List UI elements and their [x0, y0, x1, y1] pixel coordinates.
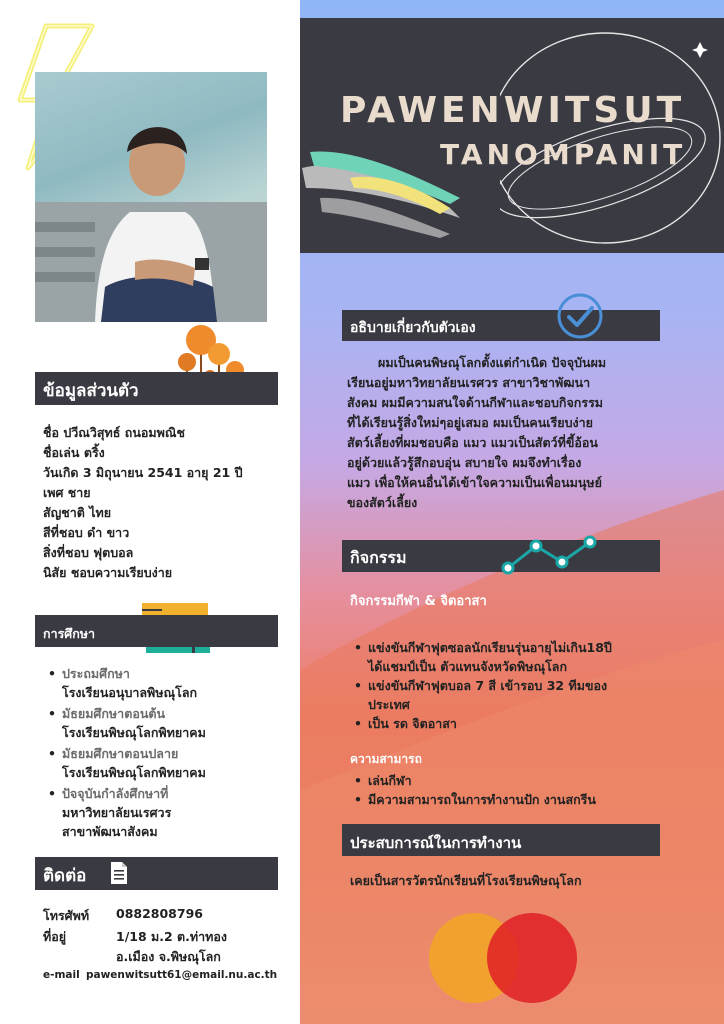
address-label: ที่อยู่ [43, 929, 67, 944]
email-value[interactable]: pawenwitsutt61@email.nu.ac.th [86, 969, 278, 981]
skills-heading: ความสามารถ [350, 752, 422, 766]
left-column [0, 0, 300, 1024]
education-level: • มัธยมศึกษาตอนปลาย [62, 746, 179, 761]
list-item [44, 664, 284, 702]
line-chart-icon [500, 534, 600, 578]
personal-line: สิ่งที่ชอบ ฟุตบอล [43, 545, 134, 560]
list-item [44, 784, 284, 841]
activity-line: • เป็น รด จิตอาสา [368, 716, 457, 731]
list-item [44, 744, 284, 782]
personal-line: นิสัย ชอบความเรียบง่าย [43, 565, 173, 580]
list-item [350, 714, 670, 733]
list-item [350, 676, 670, 714]
address-line: 1/18 ม.2 ต.ท่าทอง [116, 929, 228, 944]
education-level: • ปัจจุบันกำลังศึกษาที่ [62, 786, 169, 801]
activity-line: • แข่งขันกีฬาฟุตซอลนักเรียนรุ่นอายุไม่เกิน18ปี [368, 640, 612, 655]
activity-line: ประเทศ [368, 697, 410, 712]
phone-label: โทรศัพท์ [43, 908, 90, 923]
about-line: สัตว์เลี้ยงที่ผมชอบคือ แมว แมวเป็นสัตว์ที่ขี้อ้อน [347, 435, 598, 450]
about-heading-bar [342, 310, 660, 341]
about-line: ผมเป็นคนพิษณุโลกตั้งแต่กำเนิด ปัจจุบันผม [378, 355, 607, 370]
work-heading-bar [342, 824, 660, 856]
activities-list [350, 638, 670, 733]
education-heading: การศึกษา [43, 626, 96, 641]
check-circle-icon [556, 292, 604, 340]
header-last-name: TANOMPANIT [440, 138, 687, 171]
about-line: แมว เพื่อให้คนอื่นได้เข้าใจความเป็นเพื่อนมนุษย์ [347, 475, 602, 490]
planet-decoration [500, 18, 724, 253]
education-level: • มัธยมศึกษาตอนต้น [62, 706, 166, 721]
activity-line: • แข่งขันกีฬาฟุตบอล 7 สี เข้ารอบ 32 ทีมของ [368, 678, 608, 693]
overlapping-circles-icon [428, 912, 578, 1004]
activities-heading: กิจกรรม [350, 548, 407, 567]
education-school: สาขาพัฒนาสังคม [62, 824, 158, 839]
about-heading: อธิบายเกี่ยวกับตัวเอง [350, 320, 476, 336]
education-school: โรงเรียนอนุบาลพิษณุโลก [62, 685, 198, 700]
activities-subheading: กิจกรรมกีฬา & จิตอาสา [350, 594, 487, 609]
contact-heading: ติดต่อ [43, 866, 87, 886]
about-line: ที่ได้เรียนรู้สิ่งใหม่ๆอยู่เสมอ ผมเป็นคนเรียบง่าย [347, 415, 593, 430]
education-list [44, 664, 284, 841]
skills-list [350, 771, 670, 809]
personal-heading: ข้อมูลส่วนตัว [43, 381, 139, 401]
list-item [350, 638, 670, 676]
personal-heading-bar [35, 372, 278, 405]
personal-line: สัญชาติ ไทย [43, 505, 112, 520]
address-line: อ.เมือง จ.พิษณุโลก [116, 949, 221, 964]
list-item [44, 704, 284, 742]
header-first-name: PAWENWITSUT [340, 90, 686, 131]
education-school: โรงเรียนพิษณุโลกพิทยาคม [62, 765, 206, 780]
education-school: มหาวิทยาลัยนเรศวร [62, 805, 172, 820]
profile-photo [35, 72, 267, 322]
work-heading: ประสบการณ์ในการทำงาน [350, 834, 522, 852]
education-level: • ประถมศึกษา [62, 666, 130, 681]
email-label: e-mail [43, 969, 80, 981]
phone-value: 0882808796 [116, 906, 203, 921]
personal-line: ชื่อ ปวีณวิสุทธ์ ถนอมพณิช [43, 425, 185, 440]
activity-line: ได้แชมป์เป็น ตัวแทนจังหวัดพิษณุโลก [368, 659, 568, 674]
header-banner [300, 18, 724, 253]
education-heading-bar [35, 615, 278, 647]
personal-line: ชื่อเล่น ตริ้ง [43, 445, 105, 460]
about-line: อยู่ด้วยแล้วรู้สึกอบอุ่น สบายใจ ผมจึงทำเรื่อง [347, 455, 582, 470]
education-school: โรงเรียนพิษณุโลกพิทยาคม [62, 725, 206, 740]
list-item: • มีความสามารถในการทำงานปัก งานสกรีน [350, 790, 670, 809]
document-icon [109, 861, 129, 885]
personal-line: สีที่ชอบ ดำ ขาว [43, 525, 130, 540]
about-line: สังคม ผมมีความสนใจด้านกีฬาและชอบกิจกรรม [347, 395, 604, 410]
about-line: ของสัตว์เลี้ยง [347, 495, 418, 510]
list-item: • เล่นกีฬา [350, 771, 670, 790]
contact-heading-bar [35, 857, 278, 890]
work-text: เคยเป็นสารวัตรนักเรียนที่โรงเรียนพิษณุโลก [350, 873, 582, 888]
about-line: เรียนอยู่มหาวิทยาลัยนเรศวร สาขาวิชาพัฒนา [347, 375, 591, 390]
personal-line: เพศ ชาย [43, 485, 91, 500]
personal-line: วันเกิด 3 มิถุนายน 2541 อายุ 21 ปี [43, 465, 243, 480]
